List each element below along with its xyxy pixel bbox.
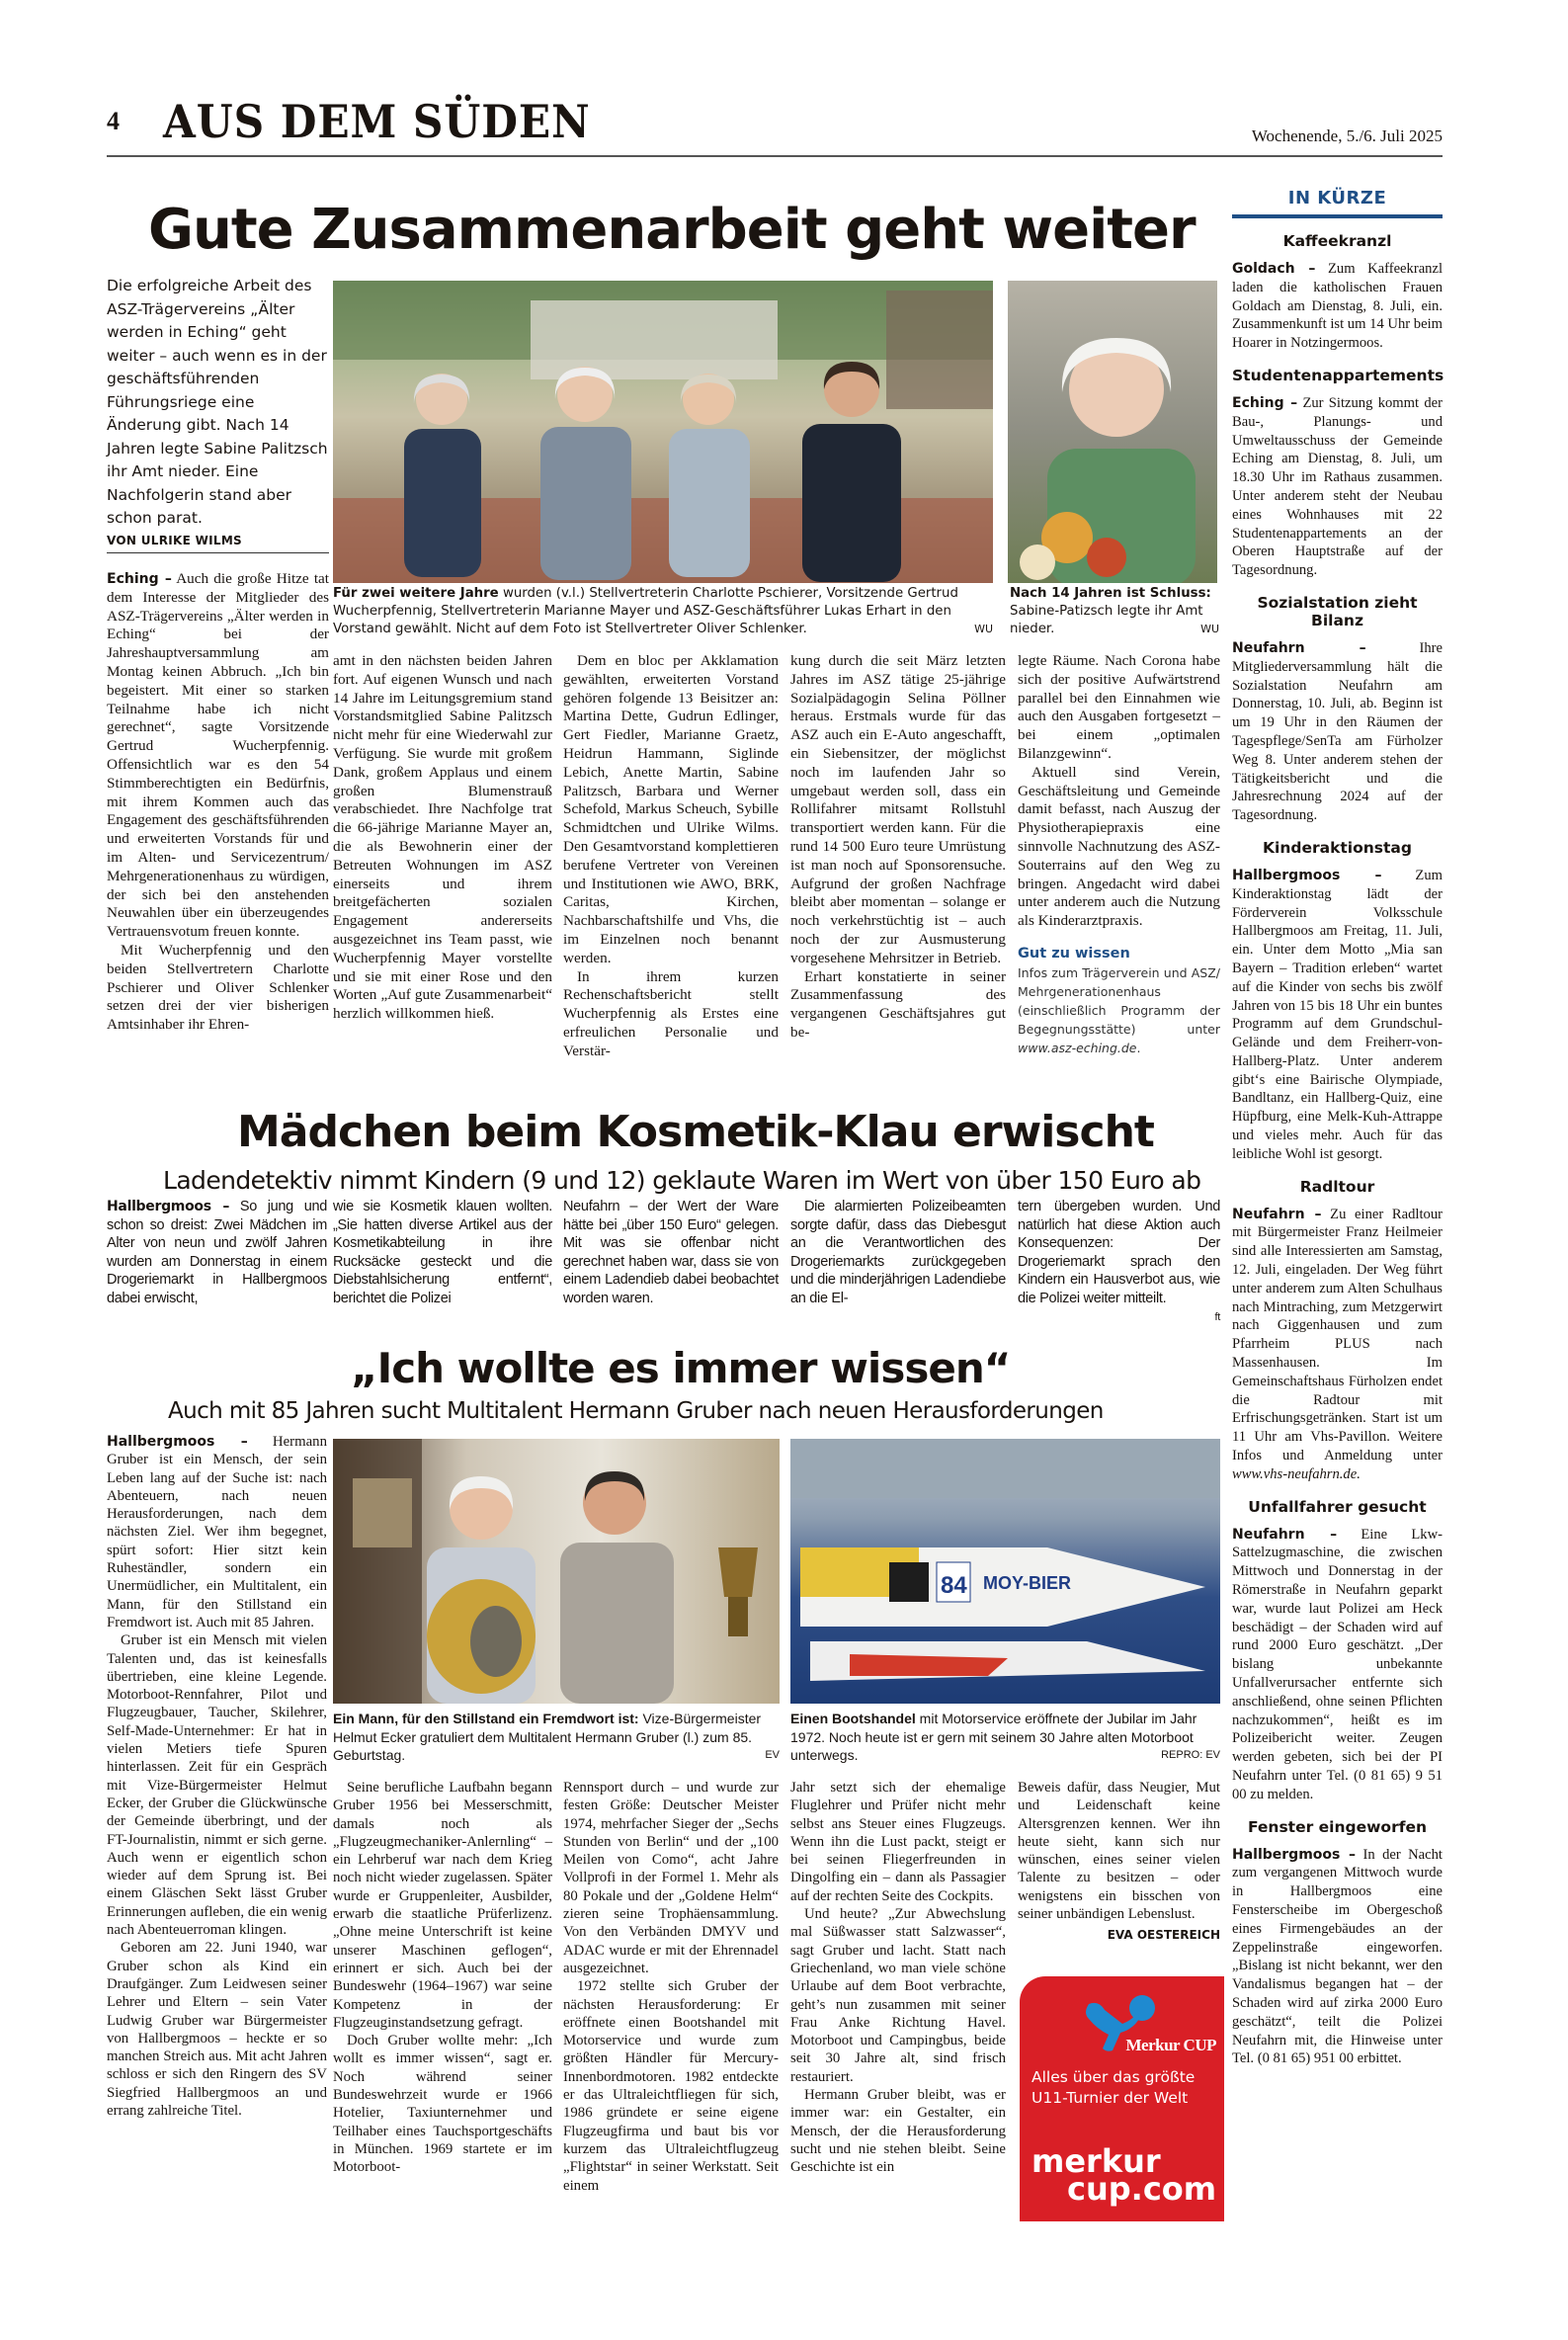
article1-main-photo-caption: Für zwei weitere Jahre wurden (v.l.) Stellvertreterin Charlotte Pschierer, Vorsitzende Gertrud Wucherpfennig, Stellvertreterin Marianne Mayer und ASZ-Geschäftsführer Lukas Erhart in den Vorstand gewählt. Nicht auf dem Foto ist Stellvertreter Oliver Schlenker. WU — [333, 586, 993, 636]
golden-helmet — [427, 1579, 536, 1694]
article2-credit: ft — [1214, 1310, 1220, 1323]
article3-column-2: Seine berufliche Laufbahn begann Gruber 1956 bei Messerschmitt, damals noch als „Flugzeugmechaniker-Anlernling“ – ein Lehrberuf war nach dem Krieg noch nicht wieder zugelassen. Später wurde er Gruppenleiter, Ausbilder, erwarb die staatliche Prüferlizenz. „Ohne meine Unterschrift ist keine unserer Maschinen geflogen“, erinnert er sich. Auch bei der Bundeswehr (1964–1967) war seine Kompetenz in der Flugzeuginstandsetzung gefragt. Doch Gruber wollte mehr: „Ich wollt es immer wissen“, sagt er. Noch während seiner Bundeswehrzeit wurde er 1966 Hotelier, Taxiunternehmer und Teilhaber eines Tauchsportgeschäfts in München. 1969 startete er im Motorboot- — [333, 1780, 552, 2176]
brief-item: Radltour Neufahrn – Zu einer Radltour mit Bürgermeister Franz Heilmeier sind alle Interessierten am Samstag, 12. Juli, eingeladen. Der Weg führt unter anderem zum Alten Schulhaus nach Mintraching, zum Metzgerwirt nach Giggenhausen und zum Pfarrheim PLUS nach Massenhausen. Im Gemeinschaftshaus Fürholzen endet die Radtour mit Erfrischungsgetränken. Start ist um 11 Uhr am Vhs-Pavillon. Weitere Infos und Anmeldung unter www.vhs-neufahrn.de. — [1232, 1177, 1443, 1482]
article3-photo1-caption: Ein Mann, für den Stillstand ein Fremdwort ist: Vize-Bürgermeister Helmut Ecker gratuliert dem Multitalent Hermann Gruber (l.) zum 85. Geburtstag. EV — [333, 1711, 780, 1763]
photo-credit: WU — [1200, 623, 1219, 635]
article3-column-1: Hallbergmoos – Hermann Gruber ist ein Mensch, der sein Leben lang auf der Suche ist: nach Abenteuern, nach neuen Herausforderungen, nach dem nächsten Ziel. Wer ihm begegnet, spürt sofort: Hier sitzt kein Ruheständler, sondern ein Unermüdlicher, ein Multitalent, ein Mann, für den Stillstand ein Fremdwort ist. Auch mit 85 Jahren. Gruber ist ein Mensch mit vielen Talenten und, das ist keinesfalls übertrieben, eine kleine Legende. Motorboot-Rennfahrer, Pilot und Flugzeugbauer, Taucher, Skilehrer, Self-Made-Unternehmer: Er hat in vielen Metiers tiefe Spuren hinterlassen. Zeit für ein Gespräch mit Vize-Bürgermeister Helmut Ecker, der Gruber die Glückwünsche der Gemeinde überbringt, und der FT-Journalistin, nimmt er sich gerne. Auch wenn er eigentlich schon wieder auf dem Sprung ist. Bei einem Gläschen Sekt lässt Gruber Erinnerungen aufleben, die ein wenig nach Abenteuerroman klingen. Geboren am 22. Juni 1940, war Gruber schon als Kind ein Draufgänger. Zum Leidwesen seiner Lehrer und Eltern – sein Vater Ludwig Gruber war Bürgermeister von Hallbergmoos – heckte er so manchen Streich aus. Mit acht Jahren schloss er sich den Ringern des SV Siegfried Hallbergmoos an und errang zahlreiche Titel. — [107, 1434, 327, 2119]
advert-url-line1: merkur — [1032, 2142, 1161, 2180]
article1-intro: Die erfolgreiche Arbeit des ASZ-Trägervereins „Älter werden in Eching“ geht weiter – auch wenn es in der geschäftsführenden Führungsriege eine Änderung gibt. Nach 14 Jahren legte Sabine Palitzsch ihr Amt nieder. Eine Nachfolgerin stand aber schon parat. — [107, 277, 328, 527]
in-kuerze-sidebar — [1232, 188, 1443, 2082]
birthday-photo-illustration — [333, 1439, 780, 1704]
article3-subheadline: Auch mit 85 Jahren sucht Multitalent Hermann Gruber nach neuen Herausforderungen — [168, 1398, 1104, 1424]
article1-column-1: Eching – Auch die große Hitze tat dem Interesse der Mitglieder des ASZ-Trägervereins „Älter werden in Eching“ bei der Jahreshauptversammlung am Montag keinen Abbruch. „Ich bin begeistert. Mit einer so starken Teilnahme habe ich nicht gerechnet“, sagte Vorsitzende Gertrud Wucherpfennig. Offensichtlich war es den 54 Stimmberechtigten ein Bedürfnis, mit ihrem Kommen auch das Engagement des geschäftsführenden und erweiterten Vorstands für und im Alten- und Servicezentrum/ Mehrgenerationenhaus zu würdigen, der sich bei den anstehenden Neuwahlen über ein überzeugendes Vertrauensvotum freuen konnte. Mit Wucherpfennig und den beiden Stellvertretern Charlotte Pschierer und Oliver Schlenker setzen drei der vier bisherigen Amtsinhaber ihr Ehren- — [107, 570, 329, 1034]
sidebar-title: IN KÜRZE — [1232, 188, 1443, 218]
section-title: AUS DEM SÜDEN — [163, 95, 591, 148]
article2-column-5: tern übergeben wurden. Und natürlich hat diese Aktion auch Konsequenzen: Der Drogeriemarkt sprach den Kindern ein Hausverbot aus, wie die Polizei weiter mitteilt. ft — [1018, 1198, 1220, 1326]
advert-tagline: Alles über das größte U11-Turnier der Welt — [1032, 2068, 1196, 2107]
photo-credit: WU — [974, 623, 993, 635]
brief-heading: Studentenappartements — [1232, 366, 1444, 384]
article2-column-4: Die alarmierten Polizeibeamten sorgte dafür, dass das Diebesgut an die Verantwortlichen des Drogeriemarkts zurückgegeben und die minderjährigen Ladendiebe an die El- — [790, 1199, 1006, 1306]
person-1 — [404, 374, 481, 577]
brief-heading: Fenster eingeworfen — [1247, 1817, 1428, 1836]
brief-item: Studentenappartements Eching – Zur Sitzung kommt der Bau-, Planungs- und Umweltausschuss der Gemeinde Eching am Dienstag, 8. Juli, um 18.30 Uhr im Rathaus zusammen. Unter anderem steht der Neubau eines Wohnhauses mit 22 Studentenappartements an der Oberen Hauptstraße auf der Tagesordnung. — [1232, 366, 1444, 579]
info-box-text: Infos zum Trägerverein und ASZ/ Mehrgenerationenhaus (einschließlich Programm der Begegnungsstätte) unter www.asz-eching.de. — [1018, 964, 1220, 1055]
article1-column-3: Dem en bloc per Akklamation gewählten, erweiterten Vorstand gehören folgende 13 Beisitzer an: Martina Dette, Gudrun Edlinger, Gert Fiedler, Marianne Graetz, Heidrun Hammann, Siglinde Lebich, Anette Martin, Sabine Palitzsch, Barbara und Werner Schefold, Markus Scheuch, Sybille Schmidtchen und Ulrike Wilms. Den Gesamtvorstand komplettieren berufene Vertreter von Vereinen und Institutionen wie AWO, BRK, Caritas, Kirchen, Nachbarschaftshilfe und Vhs, die im Einzelnen noch benannt werden. In ihrem kurzen Rechenschaftsbericht stellt Wucherpfennig als Erstes eine erfreulichen Personalie und Verstär- — [563, 652, 779, 1059]
info-box-link[interactable]: www.asz-eching.de — [1018, 1040, 1137, 1055]
article3-column-5: Beweis dafür, dass Neugier, Mut und Leidenschaft keine Altersgrenzen kennen. Wer ihn heute sieht, kann sich nur wünschen, eines seiner vielen Talente zu besitzen – oder wenigstens ein bisschen von seiner unbändigen Lebenslust. EVA OESTEREICH — [1018, 1779, 1220, 1945]
article1-column-4: kung durch die seit März letzten Jahres im ASZ tätige 25-jährige Sozialpädagogin Selina Pöllner heraus. Erstmals wurde für das ASZ auch ein E-Auto angeschafft, ein Siebensitzer, der möglichst noch im laufenden Jahr so umgebaut werden soll, dass ein Rollifahrer mitsamt Rollstuhl transportiert werden kann. Für die rund 14 500 Euro teure Umrüstung ist man noch auf Sponsorensuche. Aufgrund der großen Nachfrage bleibt aber momentan – solange er noch verkehrstüchtig ist – auch noch der zur Ausmusterung vorgesehene Mehrsitzer in Betrieb. Erhart konstatierte in seiner Zusammenfassung des vergangenen Geschäftsjahres gut be- — [790, 652, 1006, 1041]
advert-brand: Merkur CUP — [1125, 2036, 1216, 2054]
advert-url-line2: cup.com — [1067, 2170, 1217, 2208]
boat-sponsor: MOY-BIER — [983, 1573, 1072, 1593]
brief-heading: Unfallfahrer gesucht — [1248, 1497, 1427, 1516]
portrait-illustration — [1008, 281, 1217, 583]
brief-item: Sozialstation zieht Bilanz Neufahrn – Ihre Mitgliederversammlung hält die Sozialstation Neufahrn am Donnerstag, 10. Juli, ab. Beginn ist um 19 Uhr in den Räumen der Tagespflege/SenTa am Fürholzer Weg 8. Unter anderem stehen der Tätigkeitsbericht und die Jahresrechnung 2024 auf der Tagesordnung. — [1232, 593, 1443, 824]
person-3 — [669, 374, 750, 577]
brief-heading: Kinderaktionstag — [1263, 838, 1412, 857]
article2-column-3: Neufahrn – der Wert der Ware hätte bei „über 150 Euro“ gelegen. Mit was sie offenbar nicht gerechnet haben war, dass sie von einem Ladendieb dabei beobachtet worden waren. — [563, 1199, 779, 1306]
trophy — [718, 1547, 758, 1636]
dateline: Eching – — [107, 571, 172, 587]
article3-photo-boat — [790, 1439, 1220, 1704]
brief-heading: Sozialstation zieht Bilanz — [1257, 593, 1418, 629]
brief-item: Kinderaktionstag Hallbergmoos – Zum Kinderaktionstag lädt der Förderverein Volksschule Hallbergmoos am Freitag, 11. Juli, ein. Unter dem Motto „Mia san Bayern – Tradition erleben“ wartet auf die Kinder von sechs bis zwölf Jahren von 15 bis 18 Uhr ein buntes Programm auf dem Grundschul-Gelände und dem Freiherr-von-Hallberg-Platz. Unter anderem gibt‘s eine Bairische Olympiade, Bandltanz, ein Hallberg-Quiz, eine Hüpfburg, eine Melk-Kuh-Attrappe und vieles mehr. Auch für das leibliche Wohl ist gesorgt. — [1232, 838, 1443, 1162]
boat-number: 84 — [941, 1572, 967, 1599]
article1-column-2: amt in den nächsten beiden Jahren fort. Auf eigenen Wunsch und nach 14 Jahre im Leitungsgremium stand Vorstandsmitglied Sabine Palitzsch nicht mehr für eine Wiederwahl zur Verfügung. Sie wurde mit großem Dank, großem Applaus und einem großen Blumenstrauß verabschiedet. Ihre Nachfolge trat die 66-jährige Marianne Mayer an, die als Bewohnerin einer der Betreuten Wohnungen im ASZ einerseits und ihrem breitgefächerten sozialen Engagement andererseits ausgezeichnet ins Team passt, wie Wucherpfennig Mayer vorstellte und sie mit einer Rose und den Worten „Auf gute Zusammenarbeit“ herzlich willkommen hieß. — [333, 652, 552, 1023]
issue-date: Wochenende, 5./6. Juli 2025 — [1251, 126, 1443, 145]
article3-photo-birthday — [333, 1439, 780, 1704]
brief-item: Kaffeekranzl Goldach – Zum Kaffeekranzl laden die katholischen Frauen Goldach am Dienstag, 8. Juli, ein. Zusammenkunft ist um 14 Uhr beim Hoarer in Notzingermoos. — [1232, 232, 1443, 352]
photo-credit: EV — [765, 1749, 780, 1761]
brief-heading: Radltour — [1299, 1177, 1375, 1196]
racing-boat-illustration — [790, 1439, 1220, 1704]
article1-headline: Gute Zusammenarbeit geht weiter — [148, 198, 1196, 262]
article2-subheadline: Ladendetektiv nimmt Kindern (9 und 12) geklaute Waren im Wert von über 150 Euro ab — [163, 1166, 1201, 1195]
article2-column-2: wie sie Kosmetik klauen wollten. „Sie hatten diverse Artikel aus der Kosmetikabteilung in ihre Rucksäcke gesteckt und die Diebstahlsicherung entfernt“, berichtet die Polizei — [333, 1199, 552, 1306]
article3-column-3: Rennsport durch – und wurde zur festen Größe: Deutscher Meister 1974, mehrfacher Sieger der „Sechs Stunden von Berlin“ und der „100 Meilen von Como“, acht Jahre Vollprofi in der Formel 1. Mehr als 80 Pokale und der „Goldene Helm“ zieren seine Trophäensammlung. Von den Verbänden DMYV und ADAC wurde er mit der Ehrennadel ausgezeichnet. 1972 stellte sich Gruber der nächsten Herausforderung: Er eröffnete einen Bootshandel mit Motorservice und wurde zum größten Händler für Mercury-Innenbordmotoren. 1982 entdeckte er das Ultraleichtfliegen für sich, 1986 gründete er seine eigene Flugzeugfirma und baut bis vor kurzem das Ultraleichtflugzeug „Flightstar“ in seiner Werkstatt. Seit einem — [563, 1780, 779, 2194]
info-box-title: Gut zu wissen — [1018, 945, 1130, 961]
info-box — [1018, 945, 1220, 1057]
article1-side-photo-caption: Nach 14 Jahren ist Schluss: Sabine-Patizsch legte ihr Amt nieder. WU — [1010, 586, 1219, 636]
article3-byline: EVA OESTEREICH — [1107, 1928, 1220, 1943]
article1-byline: VON ULRIKE WILMS — [107, 534, 329, 553]
page-number: 4 — [107, 107, 120, 135]
article3-headline: „Ich wollte es immer wissen“ — [351, 1344, 1011, 1392]
dateline: Hallbergmoos – — [107, 1199, 230, 1214]
article3-photo2-caption: Einen Bootshandel mit Motorservice eröffnete der Jubilar im Jahr 1972. Noch heute ist er gern mit seinem 30 Jahre alten Motorboot unterwegs. REPRO: EV — [790, 1711, 1220, 1763]
brief-heading: Kaffeekranzl — [1282, 232, 1392, 250]
article1-side-photo — [1008, 281, 1217, 583]
group-photo-illustration — [333, 281, 993, 583]
dateline: Hallbergmoos – — [107, 1434, 248, 1450]
person-ecker — [560, 1471, 674, 1704]
article2-headline: Mädchen beim Kosmetik-Klau erwischt — [237, 1107, 1154, 1157]
person-2 — [540, 367, 631, 580]
article1-column-5: legte Räume. Nach Corona habe sich der positive Aufwärtstrend parallel bei den Einnahmen wie auch den Ausgaben fortgesetzt – bei einem „optimalen Bilanzgewinn“. Aktuell sind Verein, Geschäftsleitung und Gemeinde damit befasst, nach Auszug der Physiotherapiepraxis eine sinnvolle Nachnutzung des ASZ-Souterrains auf den Weg zu bringen. Angedacht wird dabei unter anderem auch die Nutzung als Kinderarztpraxis. Gut zu wissen Infos zum Trägerverein und ASZ/ Mehrgenerationenhaus (einschließlich Programm der Begegnungsstätte) unter www.asz-eching.de. — [1018, 652, 1220, 1055]
photo-credit: REPRO: EV — [1161, 1749, 1220, 1761]
radltour-link[interactable]: www.vhs-neufahrn.de. — [1232, 1465, 1361, 1482]
article2-column-1: Hallbergmoos – So jung und schon so dreist: Zwei Mädchen im Alter von neun und zwölf Jahren wurden am Donnerstag in einem Drogeriemarkt in Hallbergmoos dabei erwischt, — [107, 1199, 327, 1306]
merkur-cup-advert[interactable] — [1020, 1976, 1224, 2221]
brief-item: Fenster eingeworfen Hallbergmoos – In der Nacht zum vergangenen Mittwoch wurde in Hallbergmoos eine Fensterscheibe im Obergeschoß eines Firmengebäudes an der Zeppelinstraße eingeworfen. „Bislang ist nicht bekannt, wer den Vandalismus begangen hat – der Schaden wird auf zirka 2000 Euro geschätzt“, teilt die Polizei Neufahrn mit, die Hinweise unter Tel. (0 81 65) 951 00 erbittet. — [1232, 1817, 1443, 2067]
masthead-divider — [107, 155, 1443, 157]
article3-column-4: Jahr setzt sich der ehemalige Fluglehrer und Prüfer nicht mehr selbst ans Steuer eines Flugzeugs. Wenn ihn die Lust packt, steigt er bei seinen Fliegerfreunden in Dingolfing ein – dann als Passagier auf der rechten Seite des Cockpits. Und heute? „Zur Abwechslung mal Süßwasser statt Salzwasser“, sagt Gruber und lacht. Statt nach Griechenland, wo man viele schöne Urlaube auf dem Boot verbrachte, geht’s nun zusammen mit seiner Frau Anke Richtung Havel. Motorboot und Campingbus, beide seit 30 Jahre alt, sind frisch restauriert. Hermann Gruber bleibt, was er immer war: ein Gestalter, ein Mensch, der die Herausforderung sucht und nie stehen bleibt. Seine Geschichte ist ein — [790, 1780, 1006, 2176]
article1-main-photo — [333, 281, 993, 583]
caption-lead: Für zwei weitere Jahre — [333, 586, 499, 601]
brief-item: Unfallfahrer gesucht Neufahrn – Eine Lkw-Sattelzugmaschine, die zwischen Mittwoch und Donnerstag in der Römerstraße in Neufahrn geparkt war, wurde laut Polizei am Heck beschädigt – der Schaden wird auf rund 2000 Euro geschätzt. „Der bislang unbekannte Unfallverursacher entfernte sich anschließend, ohne seinen Pflichten nachzukommen“, heißt es im Polizeibericht weiter. Zeugen werden gebeten, sich bei der PI Neufahrn unter Tel. (0 81 65) 9 51 00 zu melden. — [1232, 1497, 1443, 1802]
